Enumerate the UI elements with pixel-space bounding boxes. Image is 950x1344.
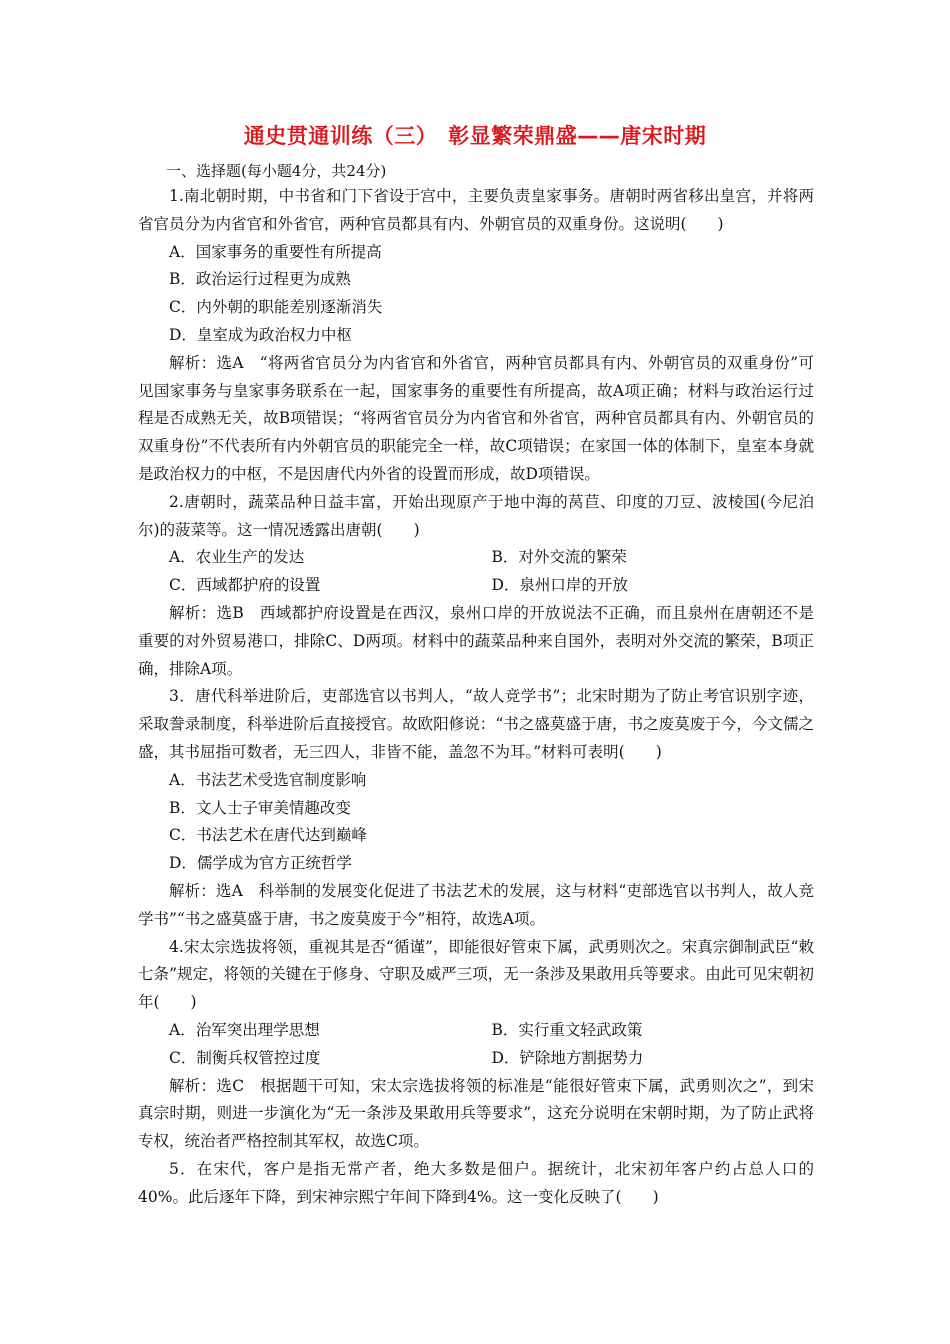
question-4-stem: 4.宋太宗选拔将领，重视其是否“循谨”，即能很好管束下属，武勇则次之。宋真宗御制武臣“敕七条”规定，将领的关键在于修身、守职及威严三项，无一条涉及果敢用兵等要求。由此可见宋朝初年( ) — [138, 937, 814, 1012]
question-3-option-d: D．儒学成为官方正统哲学 — [169, 854, 352, 873]
question-2-option-b: B．对外交流的繁荣 — [491, 548, 627, 567]
question-4-analysis: 解析：选C 根据题干可知，宋太宗选拔将领的标准是“能很好管束下属，武勇则次之”，到宋真宗时期，则进一步演化为“无一条涉及果敢用兵等要求”，这充分说明在宋朝时期，为了防止武将专权，统治者严格控制其军权，故选C项。 — [138, 1076, 814, 1151]
question-1-stem: 1.南北朝时期，中书省和门下省设于宫中，主要负责皇家事务。唐朝时两省移出皇宫，并将两省官员分为内省官和外省官，两种官员都具有内、外朝官员的双重身份。这说明( ) — [138, 187, 814, 233]
question-2-stem: 2.唐朝时，蔬菜品种日益丰富，开始出现原产于地中海的莴苣、印度的刀豆、波棱国(今尼泊尔)的菠菜等。这一情况透露出唐朝( ) — [138, 492, 814, 539]
question-5-stem: 5．在宋代，客户是指无常产者，绝大多数是佃户。据统计，北宋初年客户约占总人口的40%。此后逐年下降，到宋神宗熙宁年间下降到4%。这一变化反映了( ) — [138, 1159, 814, 1206]
question-2-option-d: D．泉州口岸的开放 — [491, 576, 628, 595]
question-4-option-b: B．实行重文轻武政策 — [491, 1020, 643, 1039]
question-2-option-c: C．西域都护府的设置 — [169, 576, 321, 595]
question-2-option-a: A．农业生产的发达 — [169, 548, 305, 567]
question-4-options-row-1 — [138, 1017, 814, 1045]
question-3-analysis: 解析：选A 科举制的发展变化促进了书法艺术的发展，这与材料“吏部选官以书判人，故人竞学书”“书之盛莫盛于唐，书之废莫废于今”相符，故选A项。 — [138, 881, 814, 928]
question-3-stem: 3．唐代科举进阶后，吏部选官以书判人，“故人竞学书”；北宋时期为了防止考官识别字迹，采取誊录制度，科举进阶后直接授官。故欧阳修说：“书之盛莫盛于唐，书之废莫废于今，今文儒之盛，其书屈指可数者，无三四人，非皆不能，盖忽不为耳。”材料可表明( ) — [138, 687, 814, 761]
question-2-analysis: 解析：选B 西域都护府设置是在西汉，泉州口岸的开放说法不正确，而且泉州在唐朝还不是重要的对外贸易港口，排除C、D两项。材料中的蔬菜品种来自国外，表明对外交流的繁荣，B项正确，排除A项。 — [138, 603, 814, 678]
question-3-option-a: A．书法艺术受选官制度影响 — [169, 770, 367, 789]
question-1-option-b: B．政治运行过程更为成熟 — [169, 270, 351, 289]
question-4-option-a: A．治军突出理学思想 — [169, 1020, 320, 1039]
page-title: 通史贯通训练（三） 彰显繁荣鼎盛——唐宋时期 — [243, 124, 707, 148]
question-1-option-a: A．国家事务的重要性有所提高 — [169, 242, 382, 261]
question-2-options-row-2 — [138, 572, 814, 600]
question-1-analysis: 解析：选A “将两省官员分为内省官和外省官，两种官员都具有内、外朝官员的双重身份”可见国家事务与皇家事务联系在一起，国家事务的重要性有所提高，故A项正确；材料与政治运行过程是否成熟无关，故B项错误；“将两省官员分为内省官和外省官，两种官员都具有内、外朝官员的双重身份”不代表所有内外朝官员的职能完全一样，故C项错误；在家国一体的体制下，皇室本身就是政治权力的中枢，不是因唐代内外省的设置而形成，故D项错误。 — [138, 353, 814, 483]
question-1-option-c: C．内外朝的职能差别逐渐消失 — [169, 298, 383, 317]
question-3-option-c: C．书法艺术在唐代达到巅峰 — [169, 826, 367, 845]
question-2-options-row-1 — [138, 544, 814, 572]
section-heading: 一、选择题(每小题4分，共24分) — [166, 162, 387, 180]
document-body — [138, 183, 814, 1211]
question-4-options-row-2 — [138, 1045, 814, 1073]
question-1-option-d: D．皇室成为政治权力中枢 — [169, 325, 352, 344]
question-3-option-b: B．文人士子审美情趣改变 — [169, 798, 351, 817]
question-4-option-d: D．铲除地方割据势力 — [491, 1048, 644, 1067]
question-4-option-c: C．制衡兵权管控过度 — [169, 1048, 321, 1067]
